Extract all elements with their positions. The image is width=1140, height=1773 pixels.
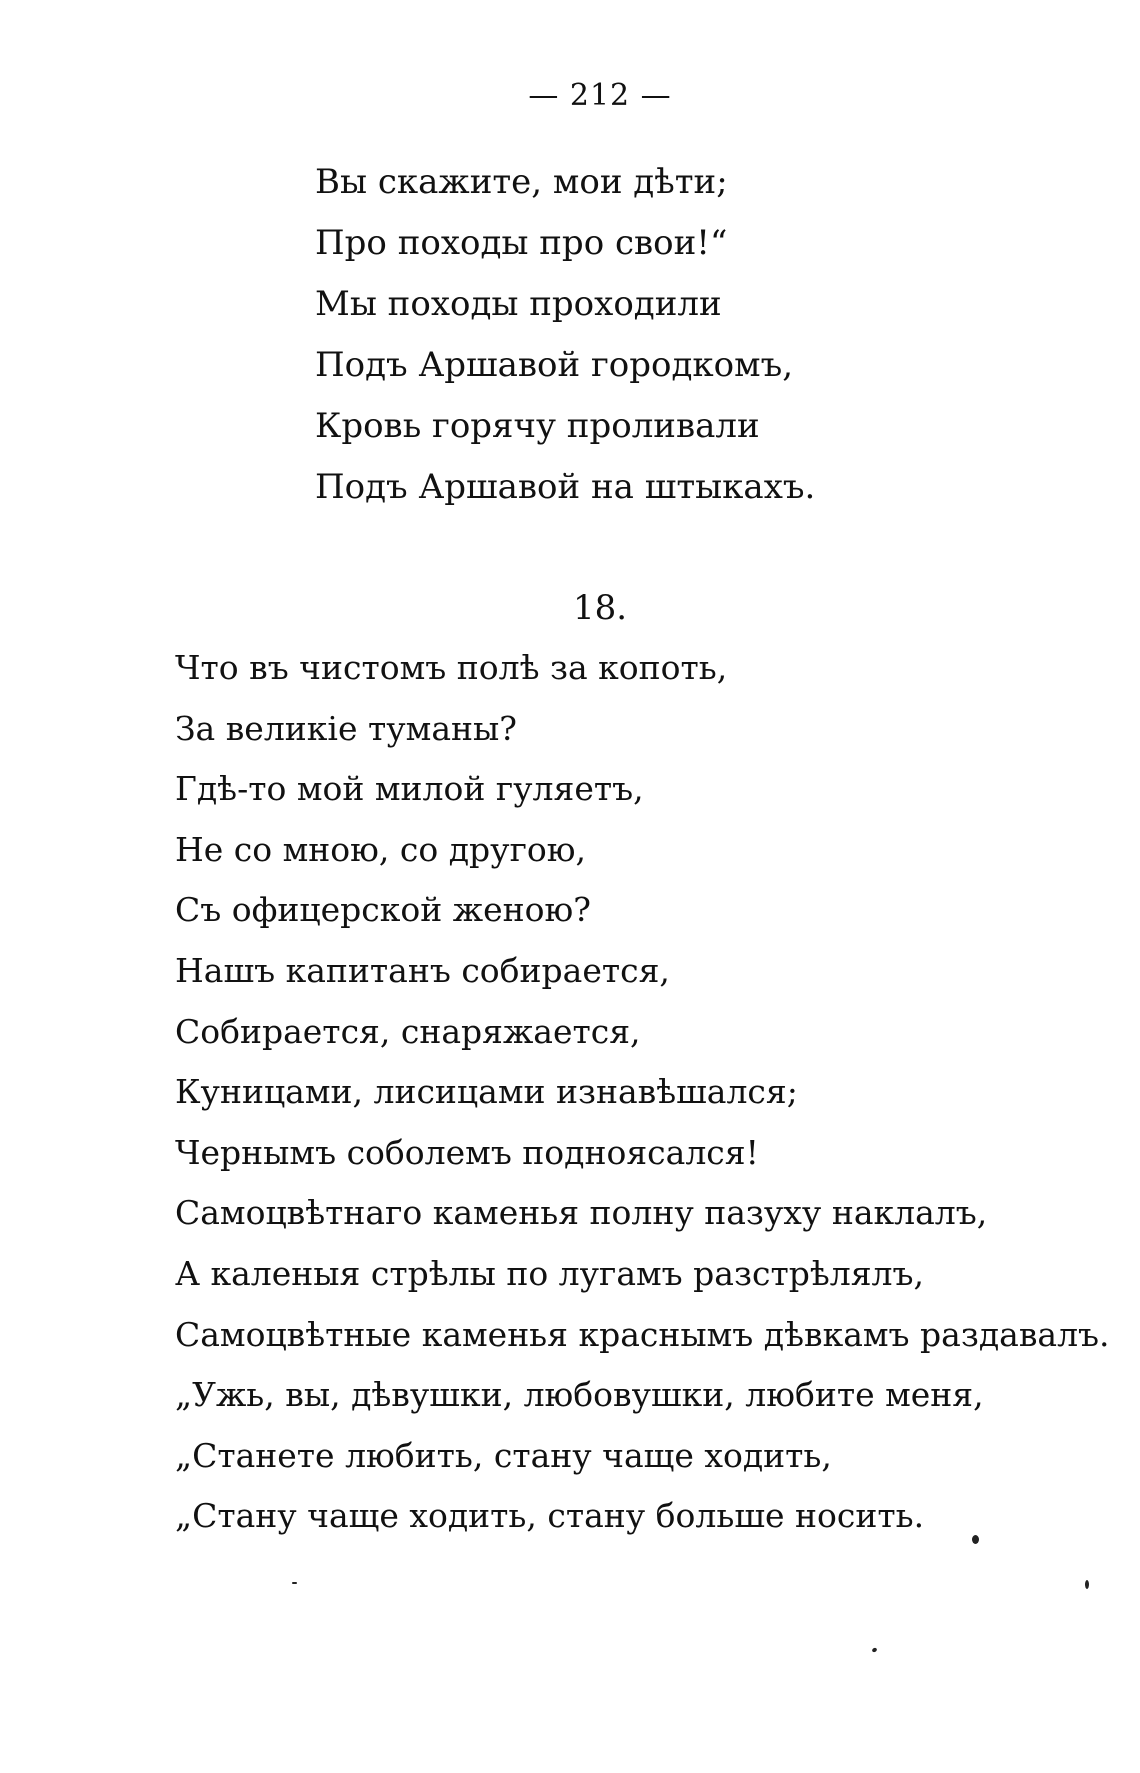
- verse-line: Что въ чистомъ полѣ за копоть,: [175, 648, 728, 687]
- verse-line: Нашъ капитанъ собирается,: [175, 950, 670, 990]
- verse-line: Чернымъ соболемъ подноясался!: [175, 1132, 759, 1172]
- verse-line: Кровь горячу проливали: [315, 406, 760, 446]
- poem-number: 18.: [572, 588, 628, 628]
- page-number: — 212 —: [528, 78, 672, 113]
- print-speck: [292, 1582, 297, 1584]
- verse-line: Подъ Аршавой городкомъ,: [315, 345, 794, 385]
- stanza-top: [315, 152, 815, 518]
- print-speck: [871, 1647, 877, 1653]
- verse-line: Про походы про свои!“: [315, 223, 728, 263]
- verse-line: „Ужь, вы, дѣвушки, любовушки, любите меня,: [175, 1375, 984, 1415]
- print-speck: [972, 1535, 979, 1544]
- verse-line: Куницами, лисицами изнавѣшался;: [175, 1072, 798, 1112]
- verse-line: Собирается, снаряжается,: [175, 1011, 641, 1051]
- verse-line: „Стану чаще ходить, стану больше носить.: [175, 1496, 925, 1536]
- verse-line: А каленыя стрѣлы по лугамъ разстрѣлялъ,: [175, 1253, 924, 1293]
- verse-line: Мы походы проходили: [315, 284, 722, 324]
- verse-line: Подъ Аршавой на штыкахъ.: [315, 467, 816, 507]
- verse-line: Не со мною, со другою,: [175, 829, 586, 869]
- verse-line: За великіе туманы?: [175, 708, 517, 748]
- verse-line: Самоцвѣтные каменья краснымъ дѣвкамъ раздавалъ.: [175, 1314, 1110, 1354]
- verse-line: Съ офицерской женою?: [175, 890, 591, 930]
- verse-line: Гдѣ-то мой милой гуляетъ,: [175, 769, 644, 809]
- verse-line: Самоцвѣтнаго каменья полну пазуху наклалъ,: [175, 1193, 988, 1233]
- print-speck: [1085, 1580, 1089, 1589]
- poem-body: [175, 638, 1110, 1547]
- verse-line: Вы скажите, мои дѣти;: [315, 162, 728, 202]
- verse-line: „Станете любить, стану чаще ходить,: [175, 1435, 832, 1475]
